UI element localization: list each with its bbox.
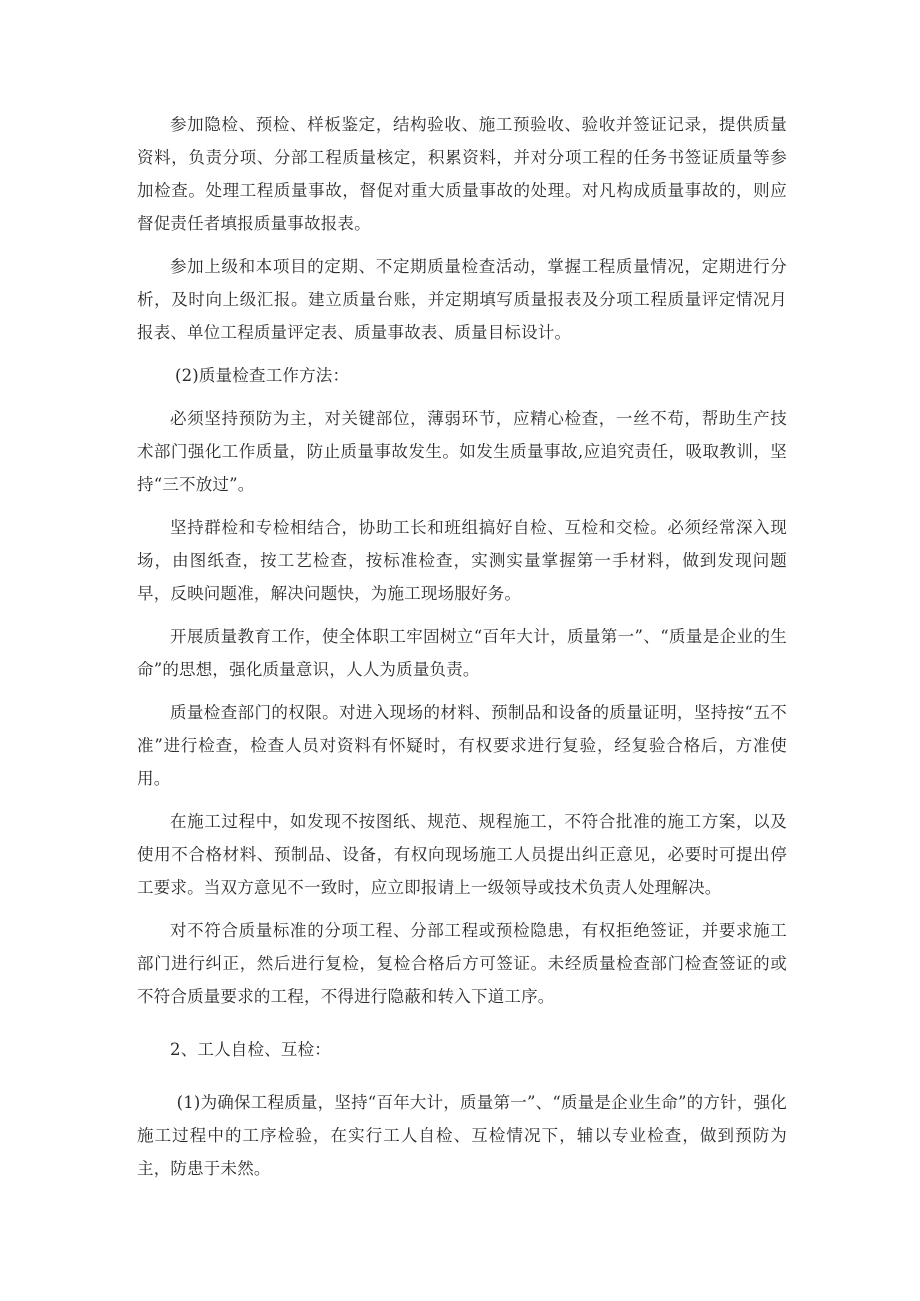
- paragraph-group-and-special-checks: 坚持群检和专检相结合，协助工长和班组搞好自检、互检和交检。必须经常深入现场，由图纸查，按工艺检查，按标准检查，实测实量掌握第一手材料，做到发现问题早，反映问题准，解决问题快，为施工现场服好务。: [137, 518, 787, 603]
- document-body: [137, 108, 787, 1185]
- paragraph-prevention-first: 必须坚持预防为主，对关键部位，薄弱环节，应精心检查，一丝不苟，帮助生产技术部门强化工作质量，防止质量事故发生。如发生质量事故,应追究责任，吸取教训，坚持“三不放过”。: [137, 409, 787, 494]
- paragraph-inspection-duties: 参加隐检、预检、样板鉴定，结构验收、施工预验收、验收并签证记录，提供质量资料，负责分项、分部工程质量核定，积累资料，并对分项工程的任务书签证质量等参加检查。处理工程质量事故，督促对重大质量事故的处理。对凡构成质量事故的，则应督促责任者填报质量事故报表。: [137, 115, 787, 233]
- heading-inspection-methods: (2)质量检查工作方法：: [174, 366, 350, 385]
- paragraph-department-authority: 质量检查部门的权限。对进入现场的材料、预制品和设备的质量证明，坚持按“五不准”进行检查，检查人员对资料有怀疑时，有权要求进行复验，经复验合格后，方准使用。: [137, 703, 787, 788]
- paragraph-periodic-checks: 参加上级和本项目的定期、不定期质量检查活动，掌握工程质量情况，定期进行分析，及时向上级汇报。建立质量台账，并定期填写质量报表及分项工程质量评定情况月报表、单位工程质量评定表、质量事故表、质量目标设计。: [137, 257, 787, 342]
- paragraph-refuse-signoff: 对不符合质量标准的分项工程、分部工程或预检隐患，有权拒绝签证，并要求施工部门进行纠正，然后进行复检，复检合格后方可签证。未经质量检查部门检查签证的或不符合质量要求的工程，不得进行隐蔽和转入下道工序。: [137, 921, 787, 1006]
- paragraph-construction-process: 在施工过程中，如发现不按图纸、规范、规程施工，不符合批准的施工方案，以及使用不合格材料、预制品、设备，有权向现场施工人员提出纠正意见，必要时可提出停工要求。当双方意见不一致时，应立即报请上一级领导或技术负责人处理解决。: [137, 812, 787, 897]
- paragraph-quality-education: 开展质量教育工作，使全体职工牢固树立“百年大计，质量第一”、“质量是企业的生命”的思想，强化质量意识，人人为质量负责。: [137, 627, 787, 679]
- paragraph-ensure-quality: (1)为确保工程质量，坚持“百年大计，质量第一”、“质量是企业生命”的方针，强化施工过程中的工序检验，在实行工人自检、互检情况下，辅以专业检查，做到预防为主，防患于未然。: [137, 1093, 787, 1178]
- heading-worker-self-check: 2、工人自检、互检：: [170, 1040, 331, 1059]
